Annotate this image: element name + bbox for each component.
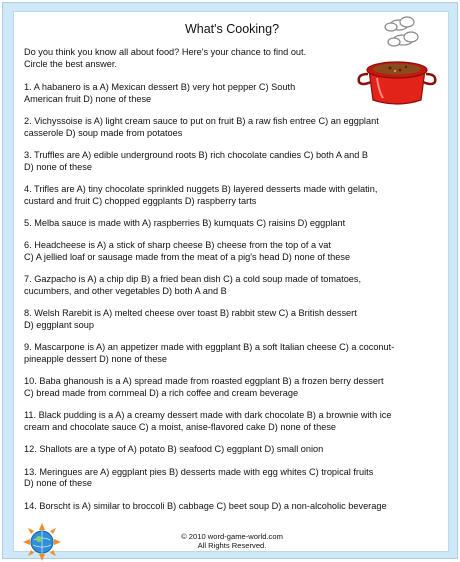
question-5: 5. Melba sauce is made with A) raspberries B) kumquats C) raisins D) eggplant xyxy=(24,217,346,228)
question-1: 1. A habanero is a A) Mexican dessert B) very hot pepper C) South American fruit D) none of these xyxy=(24,82,296,104)
question-list xyxy=(24,82,442,523)
page-frame xyxy=(2,2,458,559)
intro-text: Do you think you know all about food? Here's your chance to find out. Circle the best answer. xyxy=(24,47,307,69)
question-10: 10. Baba ghanoush is a A) spread made from roasted eggplant B) a frozen berry dessert C) bread made from cornmeal D) a rich coffee and cream beverage xyxy=(24,376,384,398)
question-3: 3. Truffles are A) edible underground roots B) rich chocolate candies C) both A and B D) none of these xyxy=(24,149,369,172)
question-6: 6. Headcheese is A) a stick of sharp cheese B) cheese from the top of a vat C) A jellied loaf or sausage made from the meat of a pig's head D) none of these xyxy=(24,240,351,262)
worksheet xyxy=(13,11,449,552)
copyright-notice xyxy=(14,532,450,551)
steam-cloud-icon xyxy=(385,17,418,46)
copyright-line: © 2010 word-game-world.com xyxy=(181,532,283,541)
question-4: 4. Trifles are A) tiny chocolate sprinkled nuggets B) layered desserts made with gelatin, custard and fruit C) chopped eggplants D) raspberry tarts xyxy=(24,183,378,206)
question-7: 7. Gazpacho is A) a chip dip B) a fried bean dish C) a cold soup made of tomatoes, cucumbers, and other vegetables D) both A and B xyxy=(24,274,362,296)
question-14: 14. Borscht is A) similar to broccoli B) cabbage C) beet soup D) a non-alcoholic beverage xyxy=(24,500,387,511)
question-8: 8. Welsh Rarebit is A) melted cheese over toast B) rabbit stew C) a British dessert D) eggplant soup xyxy=(24,308,357,330)
question-13: 13. Meringues are A) eggplant pies B) desserts made with egg whites C) tropical fruits D) none of these xyxy=(24,466,374,489)
rights-line: All Rights Reserved. xyxy=(197,541,267,551)
question-9: 9. Mascarpone is A) an appetizer made with eggplant B) a soft Italian cheese C) a coconut- pineapple dessert D) none of these xyxy=(24,342,395,364)
page-title: What's Cooking? xyxy=(184,22,280,36)
question-2: 2. Vichyssoise is A) light cream sauce to put on fruit B) a raw fish entree C) an eggplant casserole D) soup made from potatoes xyxy=(24,115,379,138)
question-11: 11. Black pudding is a A) a creamy dessert made with dark chocolate B) a brownie with ice cream and chocolate sauce C) a moist, anise-flavored cake D) none of these xyxy=(24,410,392,432)
question-12: 12. Shallots are a type of A) potato B) seafood C) eggplant D) small onion xyxy=(24,444,324,455)
